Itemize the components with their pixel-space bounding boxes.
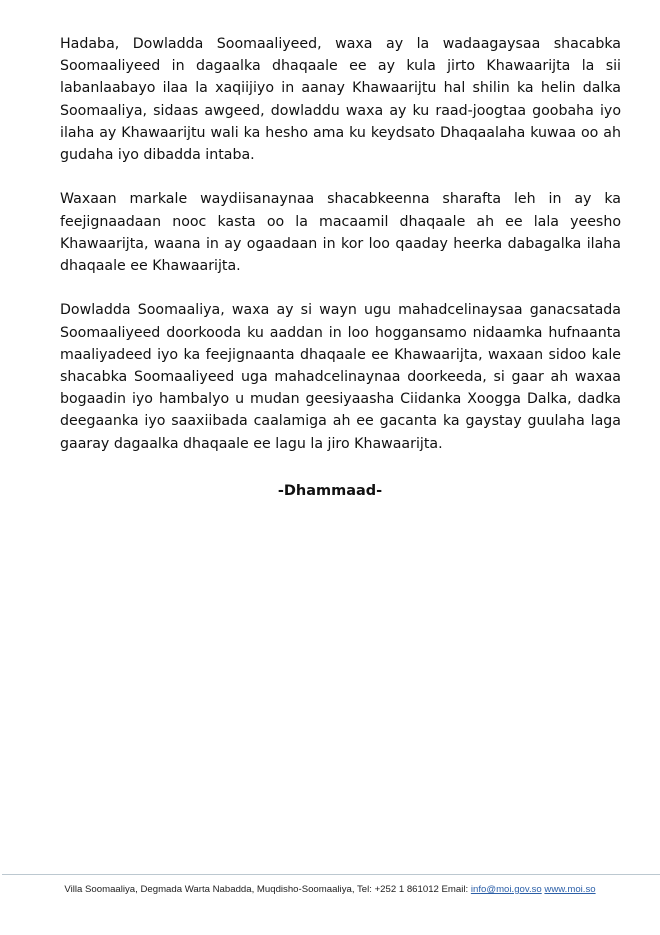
closing-mark: -Dhammaad-: [277, 483, 383, 499]
footer-email-link[interactable]: info@moi.gov.so: [470, 884, 542, 895]
footer-divider: [2, 874, 660, 875]
paragraph-1: Hadaba, Dowladda Soomaaliyeed, waxa ay la wadaagaysaa shacabka Soomaaliyeed in dagaalka dhaqaale ee ay kula jirto Khawaarijta la sii labanlaabayo ilaa la xaqiijiyo in aanay Khawaarijtu hal shilin ka helin dalka Soomaaliya, sidaas awgeed, dowladdu waxa ay ku raad-joogtaa goobaha iyo ilaha ay Khawaarijtu wali ka hesho ama ku keydsato Dhaqaalaha kuwaa oo ah gudaha iyo dibadda intaba.: [60, 36, 621, 164]
paragraph-2: Waxaan markale waydiisanaynaa shacabkeenna sharafta leh in ay ka feejignaadaan nooc kasta oo la macaamil dhaqaale ah ee lala yeesho Khawaarijta, waana in ay ogaadaan in kor loo qaaday heerka dabagalka ilaha dhaqaale ee Khawaarijta.: [60, 191, 621, 275]
document-body: [60, 33, 621, 477]
footer: [0, 884, 660, 895]
footer-website-link[interactable]: www.moi.so: [544, 884, 596, 895]
paragraph-3: Dowladda Soomaaliya, waxa ay si wayn ugu mahadcelinaysaa ganacsatada Soomaaliyeed doorkooda ku aaddan in loo hoggansamo nidaamka hufnaanta maaliyadeed iyo ka feejignaanta dhaqaale ee Khawaarijta, waxaan sidoo kale shacabka Soomaaliyeed uga mahadcelinaynaa doorkeeda, si gaar ah waxaa bogaadin iyo hambalyo u mudan geesiyaasha Ciidanka Xoogga Dalka, dadka deegaanka iyo saaxiibada caalamiga ah ee gacanta ka gaystay guulaha laga gaaray dagaalka dhaqaale ee lagu la jiro Khawaarijta.: [60, 302, 621, 452]
footer-address: Villa Soomaaliya, Degmada Warta Nabadda, Muqdisho-Soomaaliya, Tel: +252 1 861012 Email:: [64, 884, 471, 895]
